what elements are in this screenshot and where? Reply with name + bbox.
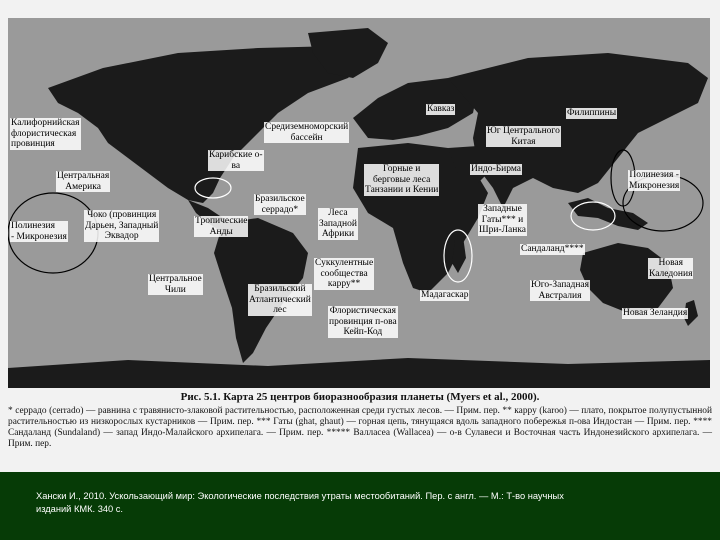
label-mediterranean: Средиземноморский бассейн: [265, 122, 349, 143]
label-california: Калифорнийская флористическая провинция: [11, 118, 80, 149]
southeast-asia-islands: [568, 198, 648, 230]
label-atlantic-forest: Бразильский Атлантический лес: [249, 284, 311, 315]
label-central-chile: Центральное Чили: [149, 274, 202, 295]
label-new-caledonia: Новая Каледония: [649, 258, 693, 279]
label-western-ghats: Западные Гаты*** и Шри-Ланка: [479, 204, 527, 235]
hotspots-map-figure: [8, 18, 710, 388]
label-succulent-karoo: Суккулентные сообщества карру**: [315, 258, 374, 289]
caption-title: Рис. 5.1. Карта 25 центров биоразнообразия планеты (Myers et al., 2000).: [180, 391, 540, 403]
label-west-africa: Леса Западной Африки: [319, 208, 357, 239]
label-sundaland: Сандаланд****: [521, 244, 584, 254]
label-philippines: Филиппины: [567, 108, 617, 118]
source-footer: [0, 472, 720, 540]
label-cape-floristic: Флористическая провинция п-ова Кейп-Код: [329, 306, 397, 337]
label-caucasus: Кавказ: [427, 104, 455, 114]
label-madagascar: Мадагаскар: [421, 290, 469, 300]
label-east-africa: Горные и берговые леса Танзании и Кении: [365, 164, 439, 195]
source-citation: Хански И., 2010. Ускользающий мир: Экологические последствия утраты местообитаний. Пер. с англ. — М.: Т-во научных изданий КМК. 340 с.: [36, 491, 564, 514]
label-polynesia-west: Полинезия - Микронезия: [11, 221, 67, 242]
label-caribbean: Карибские о- ва: [209, 150, 263, 171]
label-central-america: Центральная Америка: [57, 171, 110, 192]
label-new-zealand: Новая Зеландия: [623, 308, 688, 318]
label-tropical-andes: Тропические Анды: [195, 216, 248, 237]
label-sw-australia: Юго-Западная Австралия: [531, 280, 589, 301]
label-south-central-china: Юг Центрального Китая: [487, 126, 560, 147]
label-brazil-cerrado: Бразильское серрадо*: [255, 194, 305, 215]
antarctica-landmass: [8, 358, 710, 388]
label-polynesia-east: Полинезия - Микронезия: [629, 170, 680, 191]
figure-caption: [8, 392, 712, 450]
label-indo-burma: Индо-Бирма: [471, 164, 522, 174]
caption-notes: * серрадо (cerrado) — равнина с травянисто-злаковой растительностью, расположенная среди густых лесов. — Прим. пер. ** карру (karoo) — плато, покрытое полупустынной растительностью из низкорослых кустарников — Прим. пер. *** Гаты (ghat, ghaut) — горная цепь, тянущаяся вдоль западного побережья п-ова Индостан — Прим. пер. **** Сандаланд (Sundaland) — запад Индо-Малайского архипелага. — Прим. пер. ***** Валласеа (Wallacea) — о-в Сулавеси и Восточная часть Индонезийского архипелага. — Прим. пер.: [8, 405, 712, 450]
label-choco: Чоко (провинция Дарьен, Западный Эквадор: [85, 210, 159, 241]
